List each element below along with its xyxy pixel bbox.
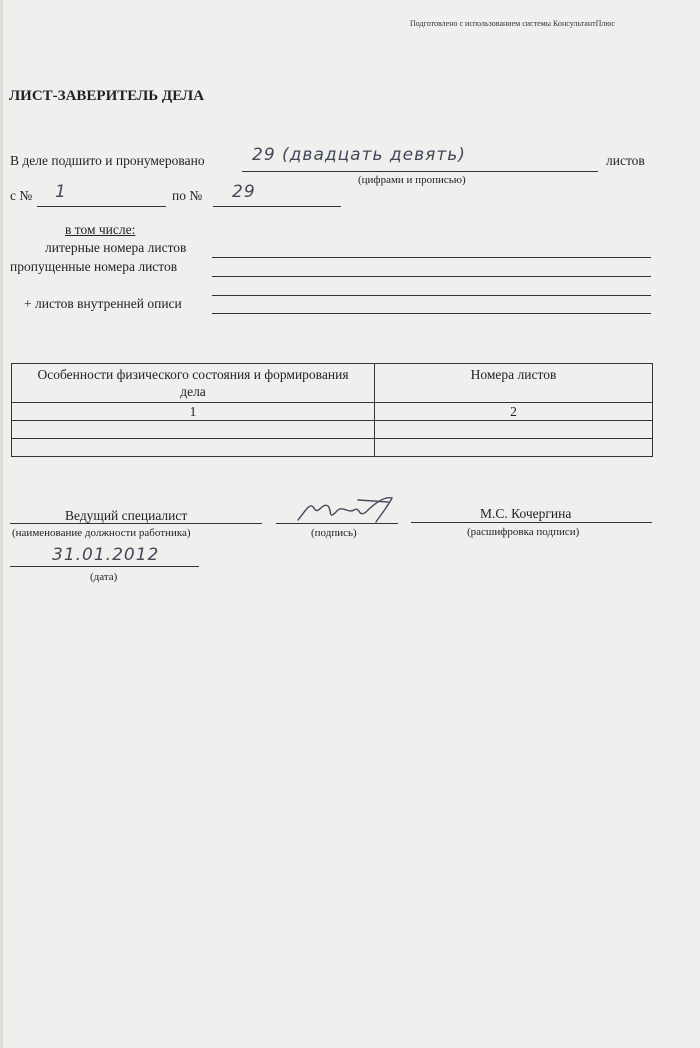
missing-numbers-line: [212, 276, 651, 277]
table-cell: [375, 439, 653, 457]
including-label: в том числе:: [65, 222, 136, 237]
filed-value-line: [242, 171, 598, 172]
from-value-handwritten: 1: [55, 182, 67, 202]
name-line: [411, 522, 652, 523]
table-numbering-row: [12, 403, 653, 421]
name-value: М.С. Кочергина: [480, 506, 572, 521]
signature-caption: (подпись): [311, 527, 357, 539]
from-label: с №: [10, 188, 33, 203]
letter-numbers-label: литерные номера листов: [45, 240, 187, 255]
table-header-row: [12, 364, 653, 403]
to-label: по №: [172, 188, 203, 203]
sheets-word: листов: [606, 153, 645, 168]
position-line: [10, 523, 262, 524]
table-header-cell: Особенности физического состояния и формирования дела: [12, 364, 375, 403]
table-row: [12, 439, 653, 457]
document-title: ЛИСТ-ЗАВЕРИТЕЛЬ ДЕЛА: [9, 88, 205, 104]
table-row: [12, 421, 653, 439]
date-line: [10, 566, 199, 567]
table-numbering-cell: 1: [12, 403, 375, 421]
physical-state-table: [11, 363, 653, 457]
inner-inventory-label: + листов внутренней описи: [24, 296, 182, 311]
filed-label: В деле подшито и пронумеровано: [10, 153, 205, 168]
to-value-line: [213, 206, 341, 207]
date-caption: (дата): [90, 571, 118, 583]
to-value-handwritten: 29: [232, 182, 256, 202]
system-header: Подготовлено с использованием системы КонсультантПлюс: [410, 19, 615, 28]
table-cell: [12, 421, 375, 439]
page-edge: [0, 0, 3, 1048]
from-value-line: [37, 206, 166, 207]
table-cell: [375, 421, 653, 439]
position-value: Ведущий специалист: [65, 508, 188, 523]
table-header-cell: Номера листов: [375, 364, 653, 403]
position-caption: (наименование должности работника): [12, 527, 191, 539]
date-value-handwritten: 31.01.2012: [52, 545, 160, 565]
letter-numbers-line: [212, 257, 651, 258]
signature-line: [276, 523, 398, 524]
inner-inventory-line: [212, 313, 651, 314]
missing-numbers-line-2: [212, 295, 651, 296]
filed-value-handwritten: 29 (двадцать девять): [252, 145, 466, 165]
filed-caption: (цифрами и прописью): [358, 174, 466, 186]
table-numbering-cell: 2: [375, 403, 653, 421]
missing-numbers-label: пропущенные номера листов: [10, 259, 178, 274]
table-cell: [12, 439, 375, 457]
name-caption: (расшифровка подписи): [467, 526, 580, 538]
